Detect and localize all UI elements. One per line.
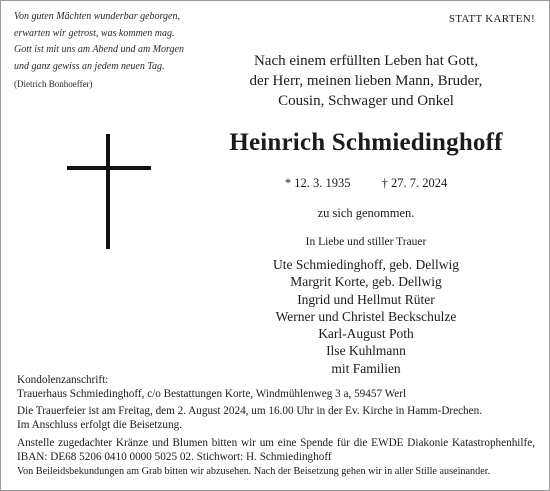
mourner-name: Ilse Kuhlmann <box>326 343 406 359</box>
taken-text: zu sich genommen. <box>317 206 415 220</box>
condolence-address-text: Trauerhaus Schmiedinghoff, c/o Bestattungen Korte, Windmühlenweg 3 a, 59457 Werl <box>17 388 407 400</box>
quote-line: und ganz gewiss an jedem neuen Tag. <box>14 60 165 72</box>
closing-note: Von Beileidsbekundungen am Grab bitten wir abzusehen. Nach der Beisetzung gehen wir in aller Stille auseinander. <box>17 466 491 477</box>
funeral-line: Die Trauerfeier ist am Freitag, dem 2. August 2024, um 16.00 Uhr in der Ev. Kirche in Hamm-Drechen. <box>17 405 483 417</box>
condolence-address <box>17 373 535 401</box>
quote-line: Gott ist mit uns am Abend und am Morgen <box>14 44 184 55</box>
mourner-name: Margrit Korte, geb. Dellwig <box>290 274 442 290</box>
donation-info: Anstelle zugedachter Kränze und Blumen bitten wir um eine Spende für die EWDE Diakonie Katastrophenhilfe, IBAN: DE68 5206 0410 0000 5025 02. Stichwort: H. Schmiedinghoff <box>17 437 535 463</box>
quote-line: erwarten wir getrost, was kommen mag. <box>14 27 175 39</box>
intro-line: Nach einem erfüllten Leben hat Gott, <box>253 53 479 69</box>
mourner-name: mit Familien <box>331 360 401 376</box>
mourner-name: Ingrid und Hellmut Rüter <box>297 291 435 307</box>
intro-text <box>201 51 531 111</box>
statt-karten-label: STATT KARTEN! <box>448 13 535 25</box>
funeral-info <box>17 404 535 432</box>
mourners-list <box>201 256 531 377</box>
cross-horizontal-bar <box>67 166 151 170</box>
intro-line: Cousin, Schwager und Onkel <box>278 93 454 109</box>
funeral-line: Im Anschluss erfolgt die Beisetzung. <box>17 419 182 431</box>
mourner-name: Werner und Christel Beckschulze <box>275 308 457 324</box>
death-date: † 27. 7. 2024 <box>381 176 448 190</box>
birth-date: * 12. 3. 1935 <box>284 176 351 190</box>
intro-line: der Herr, meinen lieben Mann, Bruder, <box>249 73 483 89</box>
cross-vertical-bar <box>106 134 110 249</box>
quote-line: Von guten Mächten wunderbar geborgen, <box>14 11 180 22</box>
quote-author: (Dietrich Bonhoeffer) <box>14 79 93 89</box>
life-dates <box>201 176 531 191</box>
condolence-label: Kondolenzanschrift: <box>17 374 109 386</box>
mourning-heading: In Liebe und stiller Trauer <box>305 236 427 248</box>
mourner-name: Karl-August Poth <box>318 326 414 342</box>
cross-icon <box>67 134 151 249</box>
mourner-name: Ute Schmiedinghoff, geb. Dellwig <box>272 257 460 272</box>
deceased-name: Heinrich Schmiedinghoff <box>229 129 503 156</box>
bonhoeffer-quote <box>14 9 184 75</box>
